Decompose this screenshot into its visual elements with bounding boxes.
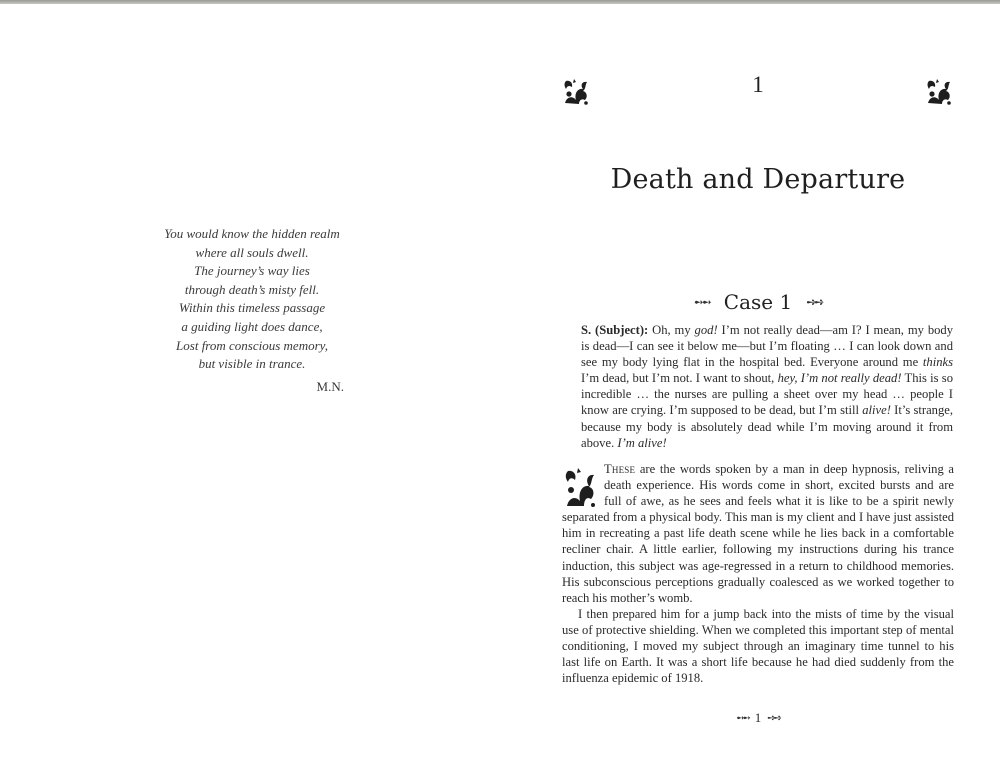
poem-line: The journey’s way lies [194, 263, 310, 279]
floral-dropcap-icon [562, 465, 598, 509]
subject-quote: S. (Subject): Oh, my god! I’m not really dead—am I? I mean, my body is dead—I can see it below me—but I’m floating … I can look down and see my body lying flat in the hospital bed. Everyone around me thinks I’m dead, but I’m not. I want to shout, hey, I’m not really dead! This is so incredible … the nurses are pulling a sheet over my head … people I know are crying. I’m supposed to be dead, but I’m still alive! It’s strange, because my body is absolutely dead while I’m moving around it from above. I’m alive! [581, 323, 954, 450]
body-text [562, 461, 954, 686]
page-number-text: 1 [754, 711, 762, 725]
case-heading-text: Case 1 [723, 290, 793, 314]
floral-ornament-icon [924, 76, 954, 106]
flourish-right-icon: ➺➺ [806, 295, 823, 309]
paragraph: These are the words spoken by a man in deep hypnosis, reliving a death experience. His words come in short, excited bursts and are full of awe, as he sees and feels what it is like to be a spirit newly separated from a physical body. This man is my client and I have just assisted him in recreating a past life death scene while he lies back in a comfortable recliner chair. A little earlier, following my instructions during his trance induction, this subject was age-regressed in a return to childhood memories. His subconscious perceptions gradually coalesced as we worked together to reach his mother’s womb. [562, 462, 954, 605]
flourish-left-icon: ➻➻ [693, 295, 710, 309]
poem-author: M.N. [316, 379, 344, 394]
poem-line: Lost from conscious memory, [176, 337, 328, 353]
poem-line: through death’s misty fell. [184, 281, 320, 297]
epigraph-poem [132, 225, 372, 374]
poem-line: but visible in trance. [198, 356, 306, 372]
flourish-right-icon: ➺➺ [767, 713, 780, 724]
floral-ornament-icon [561, 76, 591, 106]
poem-line: a guiding light does dance, [181, 318, 323, 334]
chapter-number: 1 [752, 72, 764, 97]
right-page [500, 4, 1000, 759]
flourish-left-icon: ➻➻ [736, 713, 749, 724]
poem-line: where all souls dwell. [195, 244, 309, 260]
speaker-label: S. (Subject): [581, 323, 649, 337]
poem-line: You would know the hidden realm [164, 226, 340, 241]
lead-word: These [604, 462, 636, 476]
paragraph: I then prepared him for a jump back into the mists of time by the visual use of protective shielding. When we completed this important step of mental conditioning, I moved my subject through an imaginary time tunnel to his last life on Earth. It was a short life because he had died suddenly from the influenza epidemic of 1918. [562, 606, 954, 686]
left-page [0, 4, 500, 759]
case-heading [620, 290, 896, 314]
page-number [700, 711, 816, 726]
poem-line: Within this timeless passage [178, 300, 326, 316]
chapter-title: Death and Departure [610, 164, 906, 195]
